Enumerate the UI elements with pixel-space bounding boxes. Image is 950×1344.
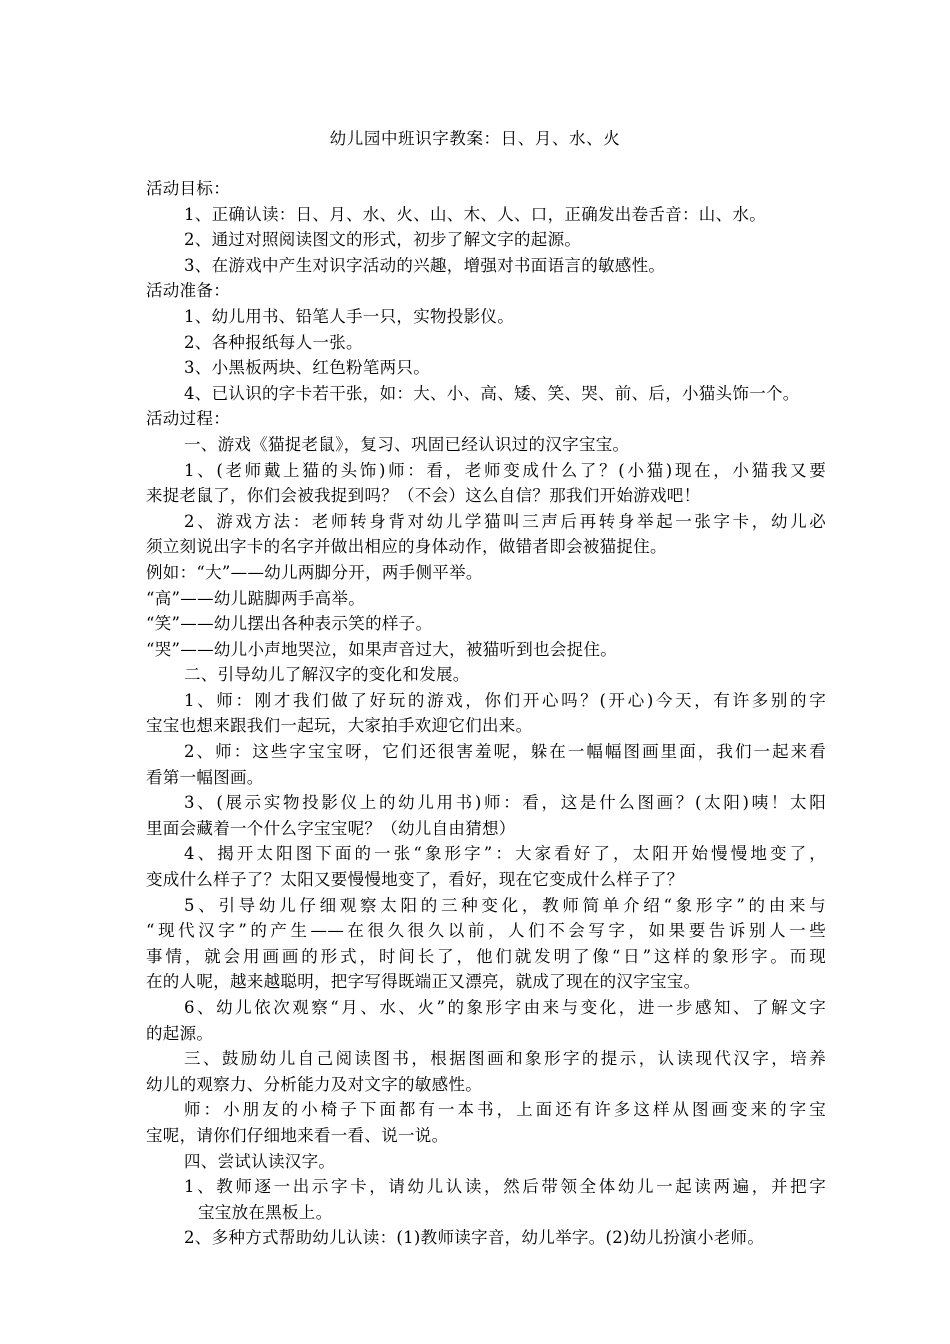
paragraph-line: 看第一幅图画。 bbox=[146, 767, 264, 787]
paragraph-line: 2、师：这些字宝宝呀，它们还很害羞呢，躲在一幅幅图画里面，我们一起来看 bbox=[184, 742, 826, 762]
example-line: “笑”——幼儿摆出各种表示笑的样子。 bbox=[146, 614, 433, 634]
paragraph-line: 4、已认识的字卡若干张，如：大、小、高、矮、笑、哭、前、后，小猫头饰一个。 bbox=[184, 383, 800, 403]
paragraph-line: 3、(展示实物投影仪上的幼儿用书)师：看，这是什么图画？(太阳)咦！太阳 bbox=[184, 793, 826, 813]
paragraph-line: 1、幼儿用书、铅笔人手一只，实物投影仪。 bbox=[184, 306, 514, 326]
paragraph-line: 1、教师逐一出示字卡，请幼儿认读，然后带领全体幼儿一起读两遍，并把字 bbox=[184, 1177, 826, 1197]
paragraph-line: 3、在游戏中产生对识字活动的兴趣，增强对书面语言的敏感性。 bbox=[184, 255, 666, 275]
paragraph-line: 2、通过对照阅读图文的形式，初步了解文字的起源。 bbox=[184, 230, 582, 250]
paragraph-line: 4、揭开太阳图下面的一张“象形字”：大家看好了，太阳开始慢慢地变了， bbox=[184, 844, 826, 864]
section-heading: 二、引导幼儿了解汉字的变化和发展。 bbox=[184, 665, 470, 685]
document-body bbox=[146, 176, 826, 1251]
paragraph-line: 宝呢，请你们仔细地来看一看、说一说。 bbox=[146, 1125, 449, 1145]
paragraph-line: 来捉老鼠了，你们会被我捉到吗？（不会）这么自信？那我们开始游戏吧！ bbox=[146, 486, 701, 506]
section-heading: 四、尝试认读汉字。 bbox=[184, 1151, 336, 1171]
paragraph-line: 6、幼儿依次观察“月、水、火”的象形字由来与变化，进一步感知、了解文字 bbox=[184, 998, 826, 1017]
paragraph-line: 宝宝放在黑板上。 bbox=[198, 1202, 333, 1222]
paragraph-line: 1、正确认读：日、月、水、火、山、木、人、口，正确发出卷舌音：山、水。 bbox=[184, 204, 766, 224]
paragraph-line: 3、小黑板两块、红色粉笔两只。 bbox=[184, 358, 430, 378]
paragraph-line: 2、游戏方法：老师转身背对幼儿学猫叫三声后再转身举起一张字卡，幼儿必 bbox=[184, 511, 826, 531]
example-line: “高”——幼儿踮脚两手高举。 bbox=[146, 588, 366, 608]
paragraph-line: 2、多种方式帮助幼儿认读：(1)教师读字音，幼儿举字。(2)幼儿扮演小老师。 bbox=[184, 1228, 765, 1248]
paragraph-line: 幼儿的观察力、分析能力及对文字的敏感性。 bbox=[146, 1074, 482, 1094]
paragraph-line: 1、(老师戴上猫的头饰)师：看，老师变成什么了？(小猫)现在，小猫我又要 bbox=[184, 460, 826, 480]
paragraph-line: “现代汉字”的产生——在很久很久以前，人们不会写字，如果要告诉别人一些 bbox=[146, 921, 826, 941]
section-heading: 三、鼓励幼儿自己阅读图书，根据图画和象形字的提示，认读现代汉字，培养 bbox=[184, 1049, 826, 1069]
paragraph-line: 事情，就会用画画的形式，时间长了，他们就发明了像“日”这样的象形字。而现 bbox=[146, 946, 826, 966]
paragraph-line: 2、各种报纸每人一张。 bbox=[184, 332, 363, 352]
section-heading: 一、游戏《猫捉老鼠》，复习、巩固已经认识过的汉字宝宝。 bbox=[184, 434, 630, 454]
heading-preparation: 活动准备： bbox=[146, 281, 230, 301]
paragraph-line: 在的人呢，越来越聪明，把字写得既端正又漂亮，就成了现在的汉字宝宝。 bbox=[146, 972, 701, 992]
heading-objectives: 活动目标： bbox=[146, 179, 230, 198]
paragraph-line: 里面会藏着一个什么字宝宝呢？（幼儿自由猜想） bbox=[146, 818, 516, 838]
paragraph-line: 1、师：刚才我们做了好玩的游戏，你们开心吗？(开心)今天，有许多别的字 bbox=[184, 690, 826, 710]
paragraph-line: 师：小朋友的小椅子下面都有一本书，上面还有许多这样从图画变来的字宝 bbox=[184, 1100, 826, 1120]
document-title: 幼儿园中班识字教案：日、月、水、火 bbox=[329, 129, 621, 148]
paragraph-line: 5、引导幼儿仔细观察太阳的三种变化，教师简单介绍“象形字”的由来与 bbox=[184, 895, 826, 915]
paragraph-line: 的起源。 bbox=[146, 1023, 214, 1043]
example-line: 例如：“大”——幼儿两脚分开，两手侧平举。 bbox=[146, 562, 483, 582]
paragraph-line: 须立刻说出字卡的名字并做出相应的身体动作，做错者即会被猫捉住。 bbox=[146, 537, 667, 557]
paragraph-line: 宝宝也想来跟我们一起玩，大家拍手欢迎它们出来。 bbox=[146, 716, 533, 736]
example-line: “哭”——幼儿小声地哭泣，如果声音过大，被猫听到也会捉住。 bbox=[146, 639, 618, 659]
paragraph-line: 变成什么样子了？太阳又要慢慢地变了，看好，现在它变成什么样子了？ bbox=[146, 870, 684, 890]
heading-process: 活动过程： bbox=[146, 409, 230, 429]
